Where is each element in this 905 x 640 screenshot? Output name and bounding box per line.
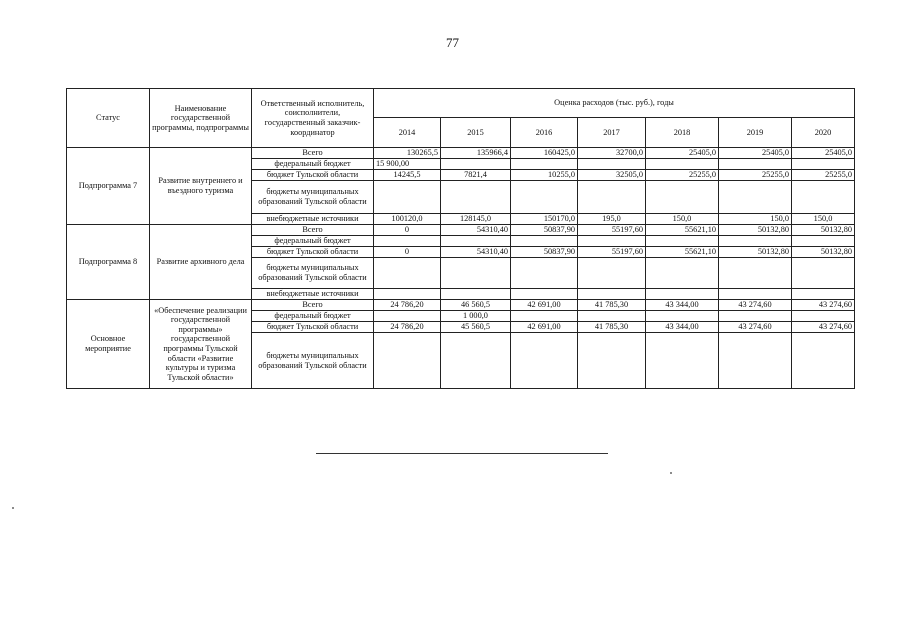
value-cell: 50132,80	[719, 247, 792, 258]
table-row	[67, 148, 855, 159]
value-cell: 0	[374, 247, 441, 258]
value-cell: 43 344,00	[646, 300, 719, 311]
value-cell: 50837,90	[511, 225, 578, 236]
value-cell: 7821,4	[441, 170, 511, 181]
value-cell: 41 785,30	[578, 322, 646, 333]
value-cell: 25255,0	[646, 170, 719, 181]
source-cell: бюджет Тульской области	[252, 170, 374, 181]
value-cell	[646, 258, 719, 289]
value-cell	[719, 311, 792, 322]
value-cell	[511, 258, 578, 289]
value-cell	[719, 333, 792, 389]
value-cell	[511, 333, 578, 389]
value-cell	[719, 181, 792, 214]
value-cell	[792, 159, 855, 170]
footer-divider	[316, 453, 608, 454]
value-cell: 150,0	[719, 214, 792, 225]
table-row	[67, 225, 855, 236]
value-cell: 50132,80	[719, 225, 792, 236]
value-cell	[441, 289, 511, 300]
value-cell	[578, 258, 646, 289]
value-cell: 54310,40	[441, 225, 511, 236]
value-cell: 25255,0	[719, 170, 792, 181]
value-cell: 160425,0	[511, 148, 578, 159]
value-cell: 41 785,30	[578, 300, 646, 311]
value-cell	[719, 236, 792, 247]
value-cell: 55197,60	[578, 225, 646, 236]
header-estimate: Оценка расходов (тыс. руб.), годы	[374, 89, 855, 118]
value-cell: 54310,40	[441, 247, 511, 258]
value-cell: 100120,0	[374, 214, 441, 225]
value-cell: 50132,80	[792, 247, 855, 258]
value-cell	[646, 333, 719, 389]
value-cell	[792, 181, 855, 214]
header-year: 2014	[374, 118, 441, 148]
value-cell	[441, 333, 511, 389]
program-name-cell: «Обеспечение реализации государственной программы» государственной программы Тульской области «Развитие культуры и туризма Тульской области»	[150, 300, 252, 389]
value-cell	[374, 236, 441, 247]
value-cell: 150,0	[646, 214, 719, 225]
header-year: 2016	[511, 118, 578, 148]
value-cell: 43 274,60	[792, 300, 855, 311]
value-cell	[646, 159, 719, 170]
value-cell: 55197,60	[578, 247, 646, 258]
value-cell	[792, 311, 855, 322]
header-year: 2017	[578, 118, 646, 148]
value-cell: 150,0	[792, 214, 855, 225]
value-cell: 43 274,60	[719, 322, 792, 333]
scan-speck	[670, 472, 672, 474]
value-cell	[646, 236, 719, 247]
value-cell: 15 900,00	[374, 159, 441, 170]
value-cell	[441, 159, 511, 170]
value-cell: 150170,0	[511, 214, 578, 225]
value-cell	[578, 289, 646, 300]
header-year: 2018	[646, 118, 719, 148]
program-name-cell: Развитие внутреннего и въездного туризма	[150, 148, 252, 225]
value-cell: 50132,80	[792, 225, 855, 236]
value-cell	[578, 333, 646, 389]
value-cell	[719, 159, 792, 170]
value-cell: 25405,0	[646, 148, 719, 159]
value-cell	[792, 333, 855, 389]
status-cell: Подпрограмма 7	[67, 148, 150, 225]
value-cell: 1 000,0	[441, 311, 511, 322]
value-cell: 25405,0	[792, 148, 855, 159]
header-year: 2015	[441, 118, 511, 148]
source-cell: Всего	[252, 225, 374, 236]
value-cell: 43 274,60	[792, 322, 855, 333]
value-cell: 195,0	[578, 214, 646, 225]
value-cell: 43 344,00	[646, 322, 719, 333]
value-cell	[578, 311, 646, 322]
value-cell	[511, 289, 578, 300]
source-cell: внебюджетные источники	[252, 289, 374, 300]
value-cell: 55621,10	[646, 225, 719, 236]
status-cell: Подпрограмма 8	[67, 225, 150, 300]
budget-table	[66, 88, 855, 389]
value-cell	[374, 289, 441, 300]
source-cell: Всего	[252, 148, 374, 159]
value-cell	[646, 311, 719, 322]
value-cell	[374, 311, 441, 322]
value-cell	[792, 236, 855, 247]
source-cell: бюджет Тульской области	[252, 247, 374, 258]
source-cell: внебюджетные источники	[252, 214, 374, 225]
value-cell: 55621,10	[646, 247, 719, 258]
value-cell: 32700,0	[578, 148, 646, 159]
value-cell	[374, 258, 441, 289]
scan-speck	[12, 507, 14, 509]
program-name-cell: Развитие архивного дела	[150, 225, 252, 300]
value-cell	[374, 181, 441, 214]
header-executor: Ответственный исполнитель, соисполнители, государственный заказчик-координатор	[252, 89, 374, 148]
value-cell: 45 560,5	[441, 322, 511, 333]
value-cell: 32505,0	[578, 170, 646, 181]
value-cell: 42 691,00	[511, 300, 578, 311]
source-cell: бюджеты муниципальных образований Тульской области	[252, 181, 374, 214]
value-cell	[719, 258, 792, 289]
value-cell: 50837,90	[511, 247, 578, 258]
value-cell	[792, 258, 855, 289]
value-cell	[441, 258, 511, 289]
source-cell: бюджеты муниципальных образований Тульской области	[252, 333, 374, 389]
header-program-name: Наименование государственной программы, подпрограммы	[150, 89, 252, 148]
value-cell: 24 786,20	[374, 322, 441, 333]
value-cell: 24 786,20	[374, 300, 441, 311]
value-cell	[511, 181, 578, 214]
value-cell: 128145,0	[441, 214, 511, 225]
table-row	[67, 300, 855, 311]
value-cell: 25405,0	[719, 148, 792, 159]
value-cell	[511, 311, 578, 322]
value-cell: 10255,0	[511, 170, 578, 181]
value-cell	[646, 289, 719, 300]
value-cell	[511, 159, 578, 170]
value-cell: 14245,5	[374, 170, 441, 181]
source-cell: федеральный бюджет	[252, 236, 374, 247]
status-cell: Основное мероприятие	[67, 300, 150, 389]
value-cell	[441, 181, 511, 214]
value-cell	[441, 236, 511, 247]
value-cell: 130265,5	[374, 148, 441, 159]
value-cell: 43 274,60	[719, 300, 792, 311]
value-cell	[578, 236, 646, 247]
value-cell: 0	[374, 225, 441, 236]
source-cell: бюджеты муниципальных образований Тульской области	[252, 258, 374, 289]
value-cell	[646, 181, 719, 214]
page-number: 77	[446, 35, 459, 50]
value-cell	[578, 159, 646, 170]
value-cell	[374, 333, 441, 389]
source-cell: Всего	[252, 300, 374, 311]
value-cell	[578, 181, 646, 214]
value-cell	[792, 289, 855, 300]
header-year: 2020	[792, 118, 855, 148]
header-year: 2019	[719, 118, 792, 148]
source-cell: федеральный бюджет	[252, 311, 374, 322]
value-cell: 42 691,00	[511, 322, 578, 333]
value-cell: 46 560,5	[441, 300, 511, 311]
source-cell: бюджет Тульской области	[252, 322, 374, 333]
value-cell: 25255,0	[792, 170, 855, 181]
value-cell: 135966,4	[441, 148, 511, 159]
header-status: Статус	[67, 89, 150, 148]
value-cell	[719, 289, 792, 300]
value-cell	[511, 236, 578, 247]
source-cell: федеральный бюджет	[252, 159, 374, 170]
